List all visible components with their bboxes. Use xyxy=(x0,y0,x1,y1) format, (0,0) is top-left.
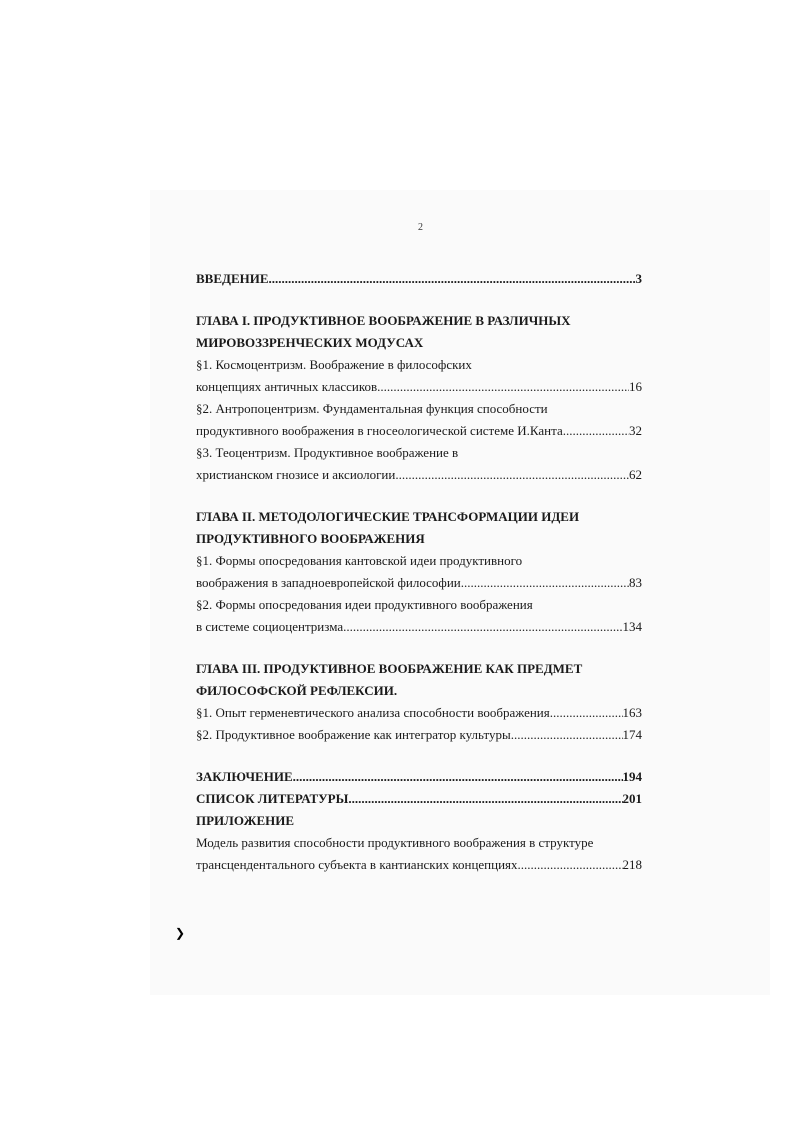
ch1-s2-line1: §2. Антропоцентризм. Фундаментальная функция способности xyxy=(196,401,548,416)
toc-page: 83 xyxy=(629,575,642,590)
table-of-contents xyxy=(196,268,642,876)
toc-entry-appendix: ПРИЛОЖЕНИЕ xyxy=(196,813,295,828)
toc-title: трансцендентального субъекта в кантианских концепциях xyxy=(196,857,518,872)
toc-title: §1. Опыт герменевтического анализа способности воображения xyxy=(196,705,550,720)
toc-page: 201 xyxy=(622,791,642,806)
toc-page: 174 xyxy=(622,727,642,742)
ch1-s3-line1: §3. Теоцентризм. Продуктивное воображение в xyxy=(196,445,459,460)
leader-dots xyxy=(377,376,629,398)
toc-page: 3 xyxy=(635,271,642,286)
ch2-s2-line2 xyxy=(196,616,642,638)
ch2-s1-line2 xyxy=(196,572,642,594)
appendix-line2 xyxy=(196,854,642,876)
ch1-s1-line2 xyxy=(196,376,642,398)
page-number: 2 xyxy=(418,222,423,233)
ch3-s1 xyxy=(196,702,642,724)
toc-page: 16 xyxy=(629,379,642,394)
toc-page: 163 xyxy=(622,705,642,720)
toc-title: ВВЕДЕНИЕ xyxy=(196,271,269,286)
leader-dots xyxy=(511,724,623,746)
toc-page: 194 xyxy=(622,769,642,784)
ch1-s3-line2 xyxy=(196,464,642,486)
toc-title: СПИСОК ЛИТЕРАТУРЫ xyxy=(196,791,349,806)
leader-dots xyxy=(550,702,623,724)
chapter1-heading-line2: МИРОВОЗЗРЕНЧЕСКИХ МОДУСАХ xyxy=(196,335,424,350)
toc-title: продуктивного воображения в гносеологической системе И.Канта xyxy=(196,423,563,438)
toc-title: в системе социоцентризма xyxy=(196,619,344,634)
ch1-s1-line1: §1. Космоцентризм. Воображение в философских xyxy=(196,357,472,372)
toc-title: ЗАКЛЮЧЕНИЕ xyxy=(196,769,293,784)
toc-page: 218 xyxy=(622,857,642,872)
scan-artifact-mark: ❯ xyxy=(175,926,186,940)
chapter2-heading-line1: ГЛАВА II. МЕТОДОЛОГИЧЕСКИЕ ТРАНСФОРМАЦИИ ИДЕИ xyxy=(196,509,580,524)
leader-dots xyxy=(343,616,622,638)
ch2-s2-line1: §2. Формы опосредования идеи продуктивного воображения xyxy=(196,597,533,612)
chapter3-heading-line1: ГЛАВА III. ПРОДУКТИВНОЕ ВООБРАЖЕНИЕ КАК ПРЕДМЕТ xyxy=(196,661,583,676)
leader-dots xyxy=(461,572,629,594)
chapter3-heading-line2: ФИЛОСОФСКОЙ РЕФЛЕКСИИ. xyxy=(196,683,398,698)
ch2-s1-line1: §1. Формы опосредования кантовской идеи продуктивного xyxy=(196,553,523,568)
toc-page: 134 xyxy=(622,619,642,634)
leader-dots xyxy=(293,766,623,788)
toc-title: воображения в западноевропейской философии xyxy=(196,575,461,590)
chapter2-heading-line2: ПРОДУКТИВНОГО ВООБРАЖЕНИЯ xyxy=(196,531,425,546)
toc-entry-conclusion xyxy=(196,766,642,788)
appendix-line1: Модель развития способности продуктивного воображения в структуре xyxy=(196,835,594,850)
toc-entry-bibliography xyxy=(196,788,642,810)
toc-page: 32 xyxy=(629,423,642,438)
toc-page: 62 xyxy=(629,467,642,482)
chapter1-heading-line1: ГЛАВА I. ПРОДУКТИВНОЕ ВООБРАЖЕНИЕ В РАЗЛИЧНЫХ xyxy=(196,313,571,328)
ch3-s2 xyxy=(196,724,642,746)
leader-dots xyxy=(269,268,636,290)
leader-dots xyxy=(518,854,623,876)
ch1-s2-line2 xyxy=(196,420,642,442)
toc-entry-intro xyxy=(196,268,642,290)
toc-title: концепциях античных классиков xyxy=(196,379,378,394)
leader-dots xyxy=(563,420,629,442)
leader-dots xyxy=(395,464,629,486)
toc-title: христианском гнозисе и аксиологии xyxy=(196,467,396,482)
leader-dots xyxy=(348,788,622,810)
toc-title: §2. Продуктивное воображение как интегратор культуры xyxy=(196,727,511,742)
